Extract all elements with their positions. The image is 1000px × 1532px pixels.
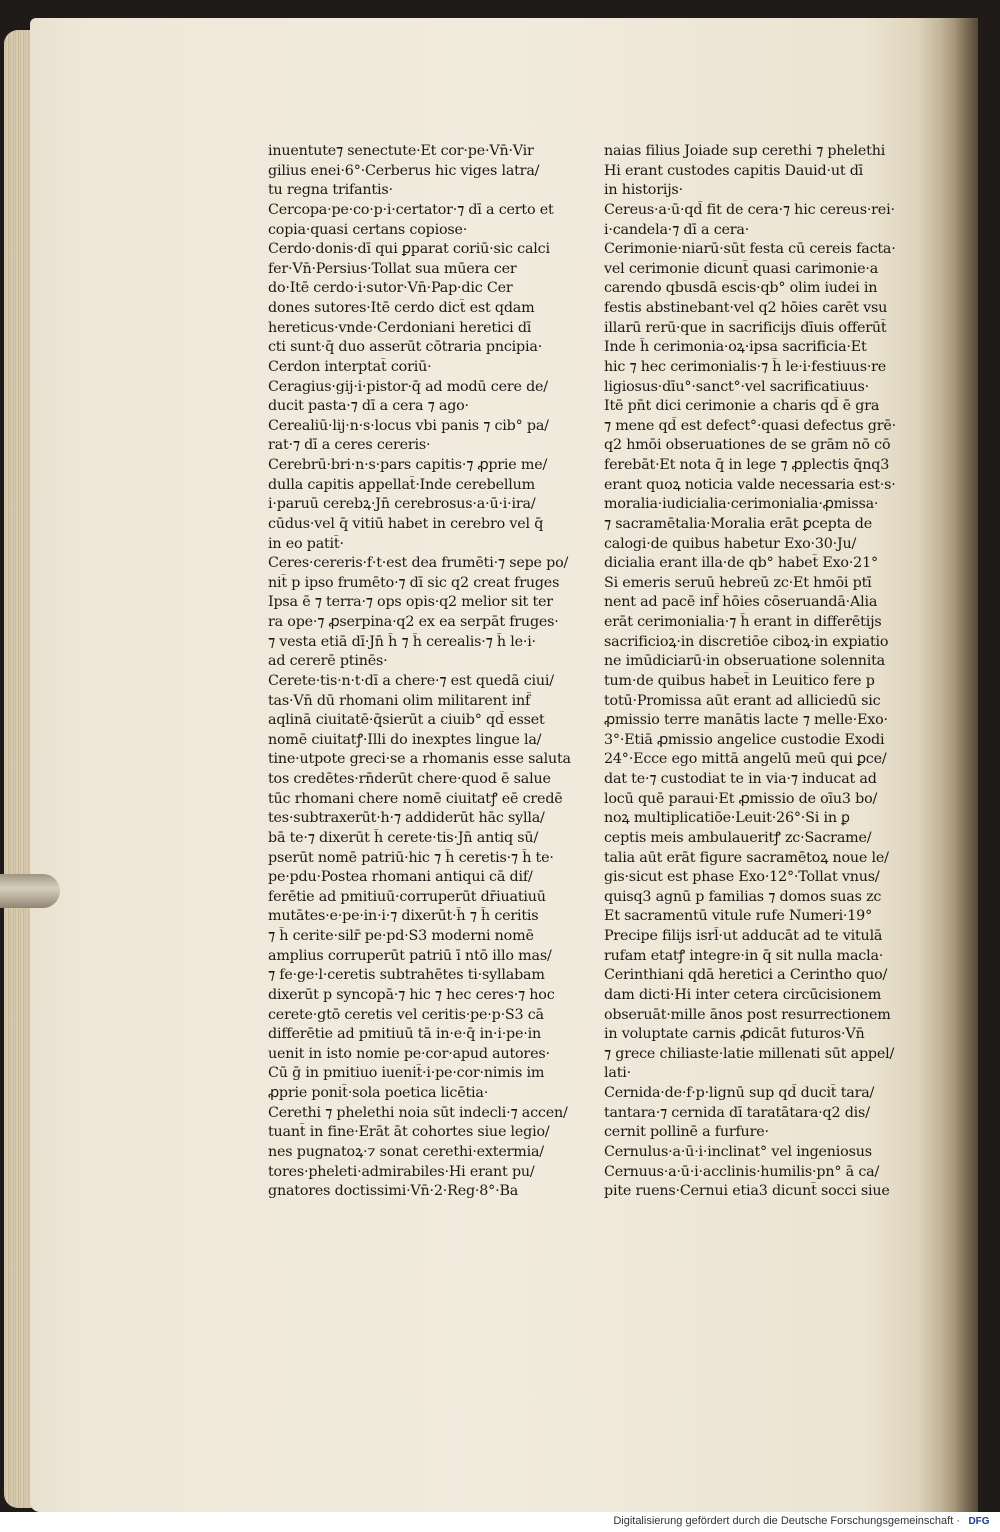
text-line: totū·Promissa aūt erant ad alliciedū sic (604, 692, 881, 709)
text-line: Itē pn̄t dici cerimonie a charis qd̄ ē gra (604, 398, 880, 415)
text-line: naias filius Joiade sup cerethi ⁊ phelethi (604, 143, 886, 159)
text-line: Cerebrū·bri·n·s·pars capitis·⁊ ꝓprie me/ (268, 457, 548, 473)
text-line: 3°·Etiā ꝓmissio angelice custodie Exodi (604, 731, 885, 748)
text-line: do·Itē cerdo·i·sutor·Vn̄·Pap·dic Cer (268, 280, 513, 297)
text-line: ducit pasta·⁊ dī a cera ⁊ ago· (268, 398, 469, 415)
text-line: Cerete·tis·n·t·dī a chere·⁊ est quedā ciui/ (268, 672, 554, 689)
text-line: dixerūt p syncopā·⁊ hic ⁊ hec ceres·⁊ hoc (268, 986, 555, 1003)
text-line: inuentute⁊ senectute·Et cor·pe·Vn̄·Vir (268, 143, 534, 159)
text-line: in eo patit̄· (268, 535, 344, 552)
text-line: dicialia erant illa·de qb° habet̄ Exo·21° (604, 555, 878, 572)
text-line: ⁊ vesta etiā dī·Jn̄ h̄ ⁊ h̄ cerealis·⁊ h̄ le·i· (268, 633, 536, 650)
text-line: Ceres·cereris·f·t·est dea frumēti·⁊ sepe po/ (268, 555, 569, 572)
text-line: ligiosus·dīu°·sanct°·vel sacrificatiuus· (604, 378, 869, 395)
text-line: nent ad pacē inf̄ hōies cōseruandā·Alia (604, 594, 878, 611)
text-line: amplius corruperūt patriū ī ntō illo mas/ (268, 947, 552, 964)
text-line: ra ope·⁊ ꝓserpina·q2 ex ea serpāt fruges· (268, 614, 559, 630)
text-line: nit̄ p ipso frumēto·⁊ dī sic q2 creat fruges (268, 574, 560, 591)
text-line: Ceragius·gij·i·pistor·q̄ ad modū cere de/ (268, 378, 548, 395)
text-line: vel cerimonie dicunt̄ quasi carimonie·a (604, 260, 879, 277)
text-line: pe·pdu·Postea rhomani antiqui cā dif/ (268, 869, 533, 886)
dfg-logo: DFG (968, 1516, 990, 1527)
text-line: dam dicti·Hi inter cetera circūcisionem (604, 986, 882, 1003)
text-line: in historijs· (604, 182, 683, 199)
text-line: q2 hmōi obseruationes de se grām nō cō (604, 437, 891, 454)
text-line: tine·utpote greci·se a rhomanis esse saluta (268, 751, 571, 768)
text-line: erant quoꝝ noticia valde necessaria est·s· (604, 476, 896, 493)
text-line: talia aūt erāt figure sacramētoꝝ noue le/ (604, 849, 889, 866)
text-line: moralia·iudicialia·cerimonialia·ꝓmissa· (604, 496, 879, 513)
text-line: ferebāt·Et nota q̄ in lege ⁊ ꝓplectis q̄nq3 (604, 457, 890, 473)
text-line: obseruāt·mille ānos post resurrectionem (604, 1006, 891, 1023)
text-line: ꝓprie ponit̄·sola poetica licētia· (268, 1085, 489, 1101)
text-line: in voluptate carnis ꝓdicāt futuros·Vn̄ (604, 1026, 865, 1043)
text-line: pite ruens·Cernui etia3 dicunt̄ socci siue (604, 1183, 890, 1200)
right-text-column (604, 142, 904, 1202)
text-line: Cerdo·donis·dī qui ꝑparat coriū·sic calci (268, 241, 550, 258)
text-line: Cerethi ⁊ phelethi noia sūt indecli·⁊ accen/ (268, 1104, 568, 1121)
gutter-shadow (918, 18, 978, 1512)
text-line: hereticus·vnde·Cerdoniani heretici dī (268, 319, 532, 336)
text-line: illarū rerū·que in sacrificijs dīuis offerūt̄ (604, 319, 887, 336)
text-line: calogi·de quibus habetur Exo·30·Ju/ (604, 535, 857, 552)
text-line: ⁊ h̄ cerite·silr̄ pe·pd·S3 moderni nomē (268, 928, 534, 944)
text-line: mutātes·e·pe·in·i·⁊ dixerūt·h̄ ⁊ h̄ ceritis (268, 908, 539, 925)
text-line: tum·de quibus habet̄ in Leuitico fere p (604, 672, 875, 689)
text-line: 24°·Ecce ego mittā angelū meū qui ꝑce/ (604, 751, 887, 768)
text-line: differētie ad pmitiuū tā in·e·q̄ in·i·pe·in (268, 1026, 541, 1043)
text-line: tes·subtraxerūt·h·⁊ addiderūt hāc sylla/ (268, 810, 545, 827)
text-line: gnatores doctissimi·Vn̄·2·Reg·8°·Ba (268, 1183, 519, 1200)
text-line: Cercopa·pe·co·p·i·certator·⁊ dī a certo et (268, 201, 554, 218)
text-line: fer·Vn̄·Persius·Tollat sua mūera cer (268, 260, 517, 277)
text-line: carendo qbusdā escis·qb° olim iudei in (604, 280, 878, 297)
text-line: Ipsa ē ⁊ terra·⁊ ops opis·q2 melior sit ter (268, 594, 553, 611)
text-line: Hi erant custodes capitis Dauid·ut dī (604, 162, 864, 179)
text-line: Cerinthiani qdā heretici a Cerintho quo/ (604, 967, 888, 984)
text-line: rufam etatꝭ integre·in q̄ sit nulla macla· (604, 947, 884, 964)
footer-bar (0, 1512, 1000, 1532)
text-line: dulla capitis appellat̄·Inde cerebellum (268, 476, 535, 493)
text-line: Cereus·a·ū·qd̄ fit de cera·⁊ hic cereus·rei· (604, 201, 895, 218)
text-line: ⁊ grece chiliaste·latie millenati sūt appel/ (604, 1045, 895, 1062)
text-line: Cernulus·a·ū·i·inclinat° vel ingeniosus (604, 1143, 872, 1160)
text-line: ⁊ sacramētalia·Moralia erāt ꝑcepta de (604, 515, 873, 532)
text-line: aqlinā ciuitatē·q̄sierūt a ciuib° qd̄ esset (268, 712, 545, 729)
text-line: gis·sicut est phase Exo·12°·Tollat vnus/ (604, 869, 880, 886)
text-line: Cerealiū·lij·n·s·locus vbi panis ⁊ cib° pa/ (268, 417, 549, 434)
text-line: dones sutores·Itē cerdo dict̄ est qdam (268, 300, 535, 316)
left-text-column (268, 142, 578, 1202)
text-line: ꝓmissio terre manātis lacte ⁊ melle·Exo· (604, 712, 888, 729)
text-line: cernit pollinē a furfure· (604, 1124, 769, 1141)
text-line: tas·Vn̄ dū rhomani olim militarent inf̄ (268, 692, 531, 709)
text-line: hic ⁊ hec cerimonialis·⁊ h̄ le·i·festiuus·re (604, 358, 887, 375)
text-line: festis abstinebant·vel q2 hōies carēt vsu (604, 300, 888, 316)
text-line: bā te·⁊ dixerūt h̄ cerete·tis·Jn̄ antiq sū/ (268, 829, 539, 846)
text-line: noꝝ multiplicatiōe·Leuit·26°·Si in ꝑ (604, 810, 850, 827)
text-line: tantara·⁊ cernida dī taratātara·q2 dis/ (604, 1104, 870, 1121)
text-line: quisq3 agnū p familias ⁊ domos suas zc (604, 888, 882, 905)
text-line: uenit in isto nomie pe·cor·apud autores· (268, 1045, 550, 1062)
text-line: lati· (604, 1065, 631, 1082)
book-clasp (0, 874, 60, 908)
text-line: tores·pheleti·admirabiles·Hi erant pu/ (268, 1163, 535, 1180)
text-line: tu regna trifantis· (268, 182, 393, 199)
text-line: nomē ciuitatꝭ·Illi do inexptes lingue la/ (268, 731, 542, 748)
text-line: Cerdon interptat̄ coriū· (268, 358, 432, 375)
text-line: tos credētes·rn̄derūt chere·quod ē salue (268, 771, 551, 787)
text-line: cūdus·vel q̄ vitiū habet in cerebro vel q̄ (268, 515, 544, 532)
text-line: tuant̄ in fine·Erāt āt cohortes siue legio/ (268, 1124, 550, 1141)
text-line: Et sacramentū vitule rufe Numeri·19° (604, 908, 873, 925)
text-line: sacrificioꝝ·in discretiōe ciboꝝ·in expiatio (604, 633, 889, 650)
text-line: Si emeris seruū hebreū zc·Et hmōi ptī (604, 574, 872, 591)
text-line: i·candela·⁊ dī a cera· (604, 221, 750, 238)
text-line: gilius enei·6°·Cerberus hic viges latra/ (268, 162, 540, 179)
text-line: Cernida·de·f·p·lignū sup qd̄ ducit̄ tara/ (604, 1085, 875, 1101)
text-line: cti sunt·q̄ duo asserūt cōtraria pncipia· (268, 339, 543, 356)
text-line: ceptis meis ambulaueritꝭ zc·Sacrame/ (604, 829, 872, 846)
text-line: rat·⁊ dī a ceres cereris· (268, 437, 431, 454)
text-line: Cerimonie·niarū·sūt festa cū cereis facta· (604, 241, 896, 258)
text-line: dat te·⁊ custodiat te in via·⁊ inducat ad (604, 771, 877, 787)
text-line: ad cererē ptinēs· (268, 653, 388, 670)
text-line: ⁊ fe·ge·l·ceretis subtrahētes ti·syllabam (268, 967, 545, 984)
text-line: copia·quasi certans copiose· (268, 221, 468, 238)
text-line: erāt cerimonialia·⁊ h̄ erant in differētijs (604, 614, 882, 630)
text-line: Inde h̄ cerimonia·oꝝ·ipsa sacrificia·Et (604, 339, 867, 356)
text-line: ferētie ad pmitiuū·corruperūt dr̄iuatiuū (268, 888, 546, 905)
text-line: cerete·gtō ceretis vel ceritis·pe·p·S3 cā (268, 1006, 544, 1023)
text-line: i·paruū cerebꝝ·Jn̄ cerebrosus·a·ū·i·ira/ (268, 496, 536, 513)
text-line: locū quē paraui·Et ꝓmissio de oīu3 bo/ (604, 790, 878, 807)
text-line: ne imūdiciarū·in obseruatione solennita (604, 653, 885, 670)
text-line: Cū ḡ in pmitiuo iuenit̄·i·pe·cor·nimis im (268, 1065, 545, 1082)
text-line: nes pugnatoꝝ·⁊ sonat cerethi·extermia/ (268, 1143, 544, 1160)
text-line: tūc rhomani chere nomē ciuitatꝭ eē credē (268, 790, 563, 807)
text-line: ⁊ mene qd̄ est defect°·quasi defectus grē· (604, 417, 896, 434)
text-line: Precipe filijs isrl̄·ut adducāt ad te vitulā (604, 928, 883, 944)
text-line: Cernuus·a·ū·i·acclinis·humilis·pn° ā ca/ (604, 1163, 880, 1180)
footer-credit: Digitalisierung gefördert durch die Deutsche Forschungsgemeinschaft · (613, 1515, 960, 1527)
text-line: pserūt nomē patriū·hic ⁊ h̄ ceretis·⁊ h̄ te· (268, 849, 554, 866)
